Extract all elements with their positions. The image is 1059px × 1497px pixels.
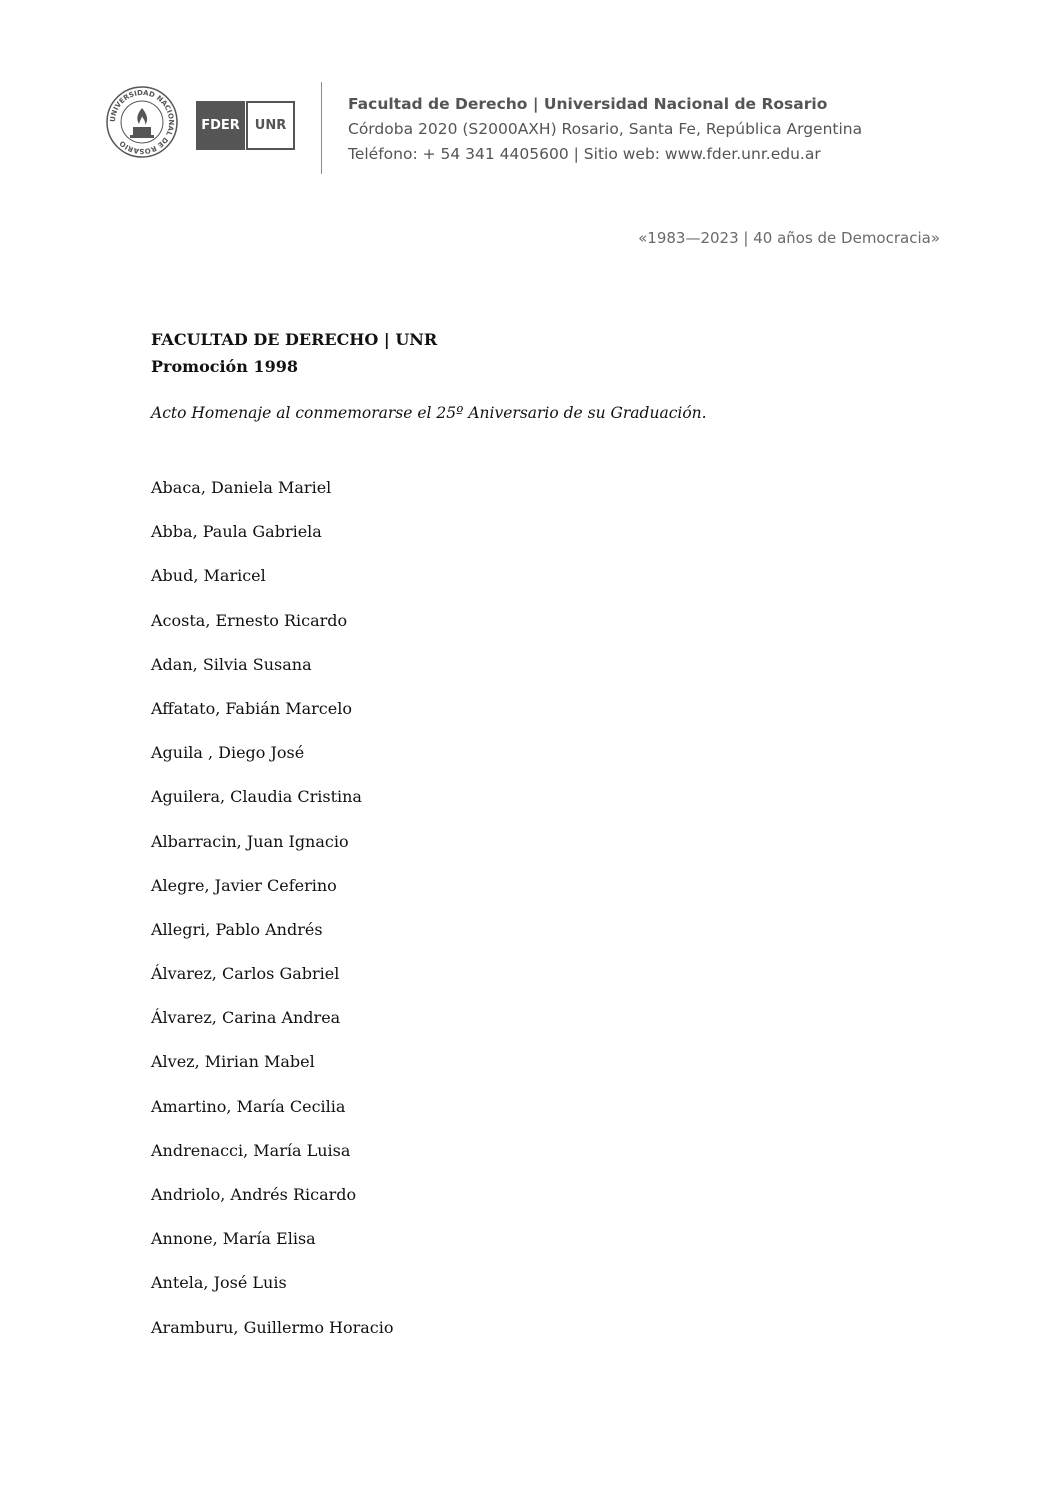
list-item: Alvez, Mirian Mabel <box>151 1052 315 1072</box>
address-line: Córdoba 2020 (S2000AXH) Rosario, Santa Fe, República Argentina <box>348 120 863 138</box>
seal-text: UNIVERSIDAD NACIONAL DE ROSARIO <box>108 88 176 156</box>
list-item: Affatato, Fabián Marcelo <box>151 698 352 718</box>
list-item: Álvarez, Carlos Gabriel <box>151 964 340 984</box>
list-item: Antela, José Luis <box>151 1273 287 1293</box>
list-item: Allegri, Pablo Andrés <box>151 919 323 939</box>
list-item: Adan, Silvia Susana <box>151 654 312 674</box>
list-item: Aramburu, Guillermo Horacio <box>151 1317 394 1337</box>
document-subtitle: Promoción 1998 <box>151 357 298 376</box>
unr-logo: UNR <box>246 101 295 150</box>
list-item: Andriolo, Andrés Ricardo <box>151 1185 357 1204</box>
contact-line: Teléfono: + 54 341 4405600 | Sitio web: www.fder.unr.edu.ar <box>348 145 821 163</box>
list-item: Andrenacci, María Luisa <box>151 1140 351 1160</box>
header-address-block <box>348 92 862 167</box>
list-item: Abba, Paula Gabriela <box>151 522 322 542</box>
list-item: Amartino, María Cecilia <box>151 1096 346 1116</box>
svg-text:UNIVERSIDAD NACIONAL DE ROSARI <box>109 89 175 155</box>
list-item: Aguilera, Claudia Cristina <box>151 787 362 807</box>
fder-logo: FDER <box>196 101 245 150</box>
letterhead <box>106 82 946 176</box>
tribute-line: Acto Homenaje al conmemorarse el 25º Aniversario de su Graduación. <box>151 404 707 422</box>
graduates-list <box>151 477 394 1361</box>
list-item: Alegre, Javier Ceferino <box>151 875 337 895</box>
header-divider <box>321 82 322 174</box>
list-item: Albarracin, Juan Ignacio <box>151 831 349 851</box>
list-item: Álvarez, Carina Andrea <box>151 1008 341 1028</box>
democracy-motto: «1983—2023 | 40 años de Democracia» <box>638 229 940 247</box>
list-item: Annone, María Elisa <box>151 1229 316 1249</box>
document-body <box>151 326 707 1337</box>
list-item: Abud, Maricel <box>151 566 266 586</box>
list-item: Abaca, Daniela Mariel <box>151 478 332 497</box>
list-item: Aguila , Diego José <box>151 743 305 763</box>
university-seal-icon <box>106 86 178 158</box>
document-title: FACULTAD DE DERECHO | UNR <box>151 330 438 349</box>
list-item: Acosta, Ernesto Ricardo <box>151 610 348 630</box>
institution-name: Facultad de Derecho | Universidad Nacional de Rosario <box>348 95 828 113</box>
